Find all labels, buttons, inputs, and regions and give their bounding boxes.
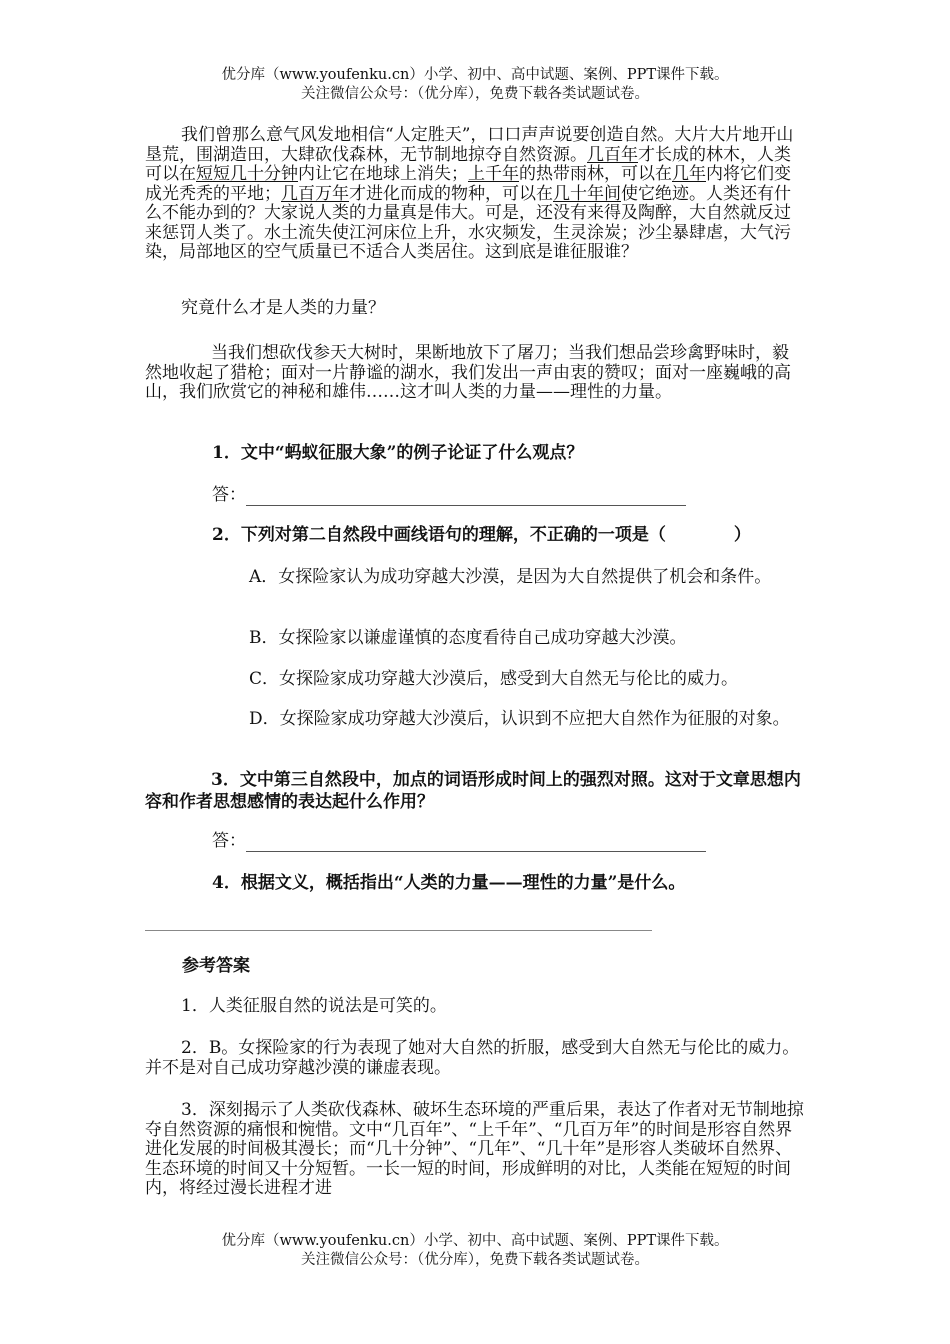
answer-blank[interactable] [246,487,686,506]
answer-label: 答： [212,831,246,851]
text-run: 内将它们变成光秃秃的平地； [145,164,791,204]
reference-answer-3: 3．深刻揭示了人类砍伐森林、破坏生态环境的严重后果，表达了作者对无节制地掠夺自然资源的痛恨和惋惜。文中“几百年”、“上千年”、“几百万年”的时间是形容自然界进化发展的时间极其漫长；而“几十分钟”、“几年”、“几十年”是形容人类破坏自然界、生态环境的时间又十分短暂。一长一短的时间，形成鲜明的对比，人类能在短短的时间内，将经过漫长进程才进 [145,1100,804,1198]
answer-line-3 [212,830,706,852]
header-line-1: 优分库（www.youfenku.cn）小学、初中、高中试题、案例、PPT课件下载。 [221,67,729,83]
footer-line-2: 关注微信公众号：（优分库），免费下载各类试题试卷。 [301,1252,649,1268]
text-run: 才长成的林木，人类可以在 [145,144,791,184]
passage-paragraph-2: 究竟什么才是人类的力量？ [181,298,385,318]
header-line-2: 关注微信公众号：（优分库），免费下载各类试题试卷。 [301,86,649,102]
option-d: D．女探险家成功穿越大沙漠后，认识到不应把大自然作为征服的对象。 [249,709,790,729]
underlined-phrase: 短短几十分钟 [196,164,298,184]
text-run: 使它绝迹。人类还有什么不能办到的？大家说人类的力量真是伟大。可是，还没有来得及陶醉，大自然就反过来惩罚人类了。水土流失使江河床位上升，水灾频发，生灵涂炭；沙尘暴肆虐，大气污染，局部地区的空气质量已不适合人类居住。这到底是谁征服谁？ [145,183,791,262]
footer-line-1: 优分库（www.youfenku.cn）小学、初中、高中试题、案例、PPT课件下载。 [221,1233,729,1249]
answer-line-1 [212,484,686,506]
page-footer [0,1232,950,1270]
passage-paragraph-3: 当我们想砍伐参天大树时，果断地放下了屠刀；当我们想品尝珍禽野味时，毅然地收起了猎枪；面对一片静谧的湖水，我们发出一声由衷的赞叹；面对一座巍峨的高山，我们欣赏它的神秘和雄伟……这才叫人类的力量——理性的力量。 [145,343,791,402]
question-4: 4．根据文义，概括指出“人类的力量——理性的力量”是什么。 [212,873,686,893]
underlined-phrase: 几百年 [587,144,638,165]
reference-answers-title: 参考答案 [182,956,250,976]
answer-blank[interactable] [246,833,706,852]
underlined-phrase: 几十年间 [553,183,621,204]
text-run: 的热带雨林，可以在 [519,164,672,184]
option-a: A．女探险家认为成功穿越大沙漠，是因为大自然提供了机会和条件。 [249,567,772,587]
page-header [0,66,950,104]
answer-label: 答： [212,485,246,505]
question-3: 3．文中第三自然段中，加点的词语形成时间上的强烈对照。这对于文章思想内容和作者思想感情的表达起什么作用？ [145,770,801,812]
text-run: 才进化而成的物种，可以在 [349,183,553,204]
reference-answer-2: 2．B。女探险家的行为表现了她对大自然的折服，感受到大自然无与伦比的威力。并不是对自己成功穿越沙漠的谦虚表现。 [145,1038,800,1078]
question-1: 1．文中“蚂蚁征服大象”的例子论证了什么观点？ [212,443,584,463]
section-divider [145,930,652,931]
option-b: B．女探险家以谦虚谨慎的态度看待自己成功穿越大沙漠。 [249,628,687,648]
passage-paragraph-1 [145,126,805,263]
underlined-phrase: 上千年 [468,164,519,184]
question-2: 2．下列对第二自然段中画线语句的理解，不正确的一项是（ ） [212,525,751,545]
text-run: 内让它在地球上消失； [298,164,468,184]
reference-answer-1: 1．人类征服自然的说法是可笑的。 [181,996,447,1016]
text-run: 我们曾那么意气风发地相信“人定胜天”，口口声声说要创造自然。大片大片地开山垦荒，围湖造田，大肆砍伐森林，无节制地掠夺自然资源。 [145,125,794,165]
option-c: C．女探险家成功穿越大沙漠后，感受到大自然无与伦比的威力。 [249,669,739,689]
underlined-phrase: 几年 [672,164,706,184]
underlined-phrase: 几百万年 [281,183,349,204]
